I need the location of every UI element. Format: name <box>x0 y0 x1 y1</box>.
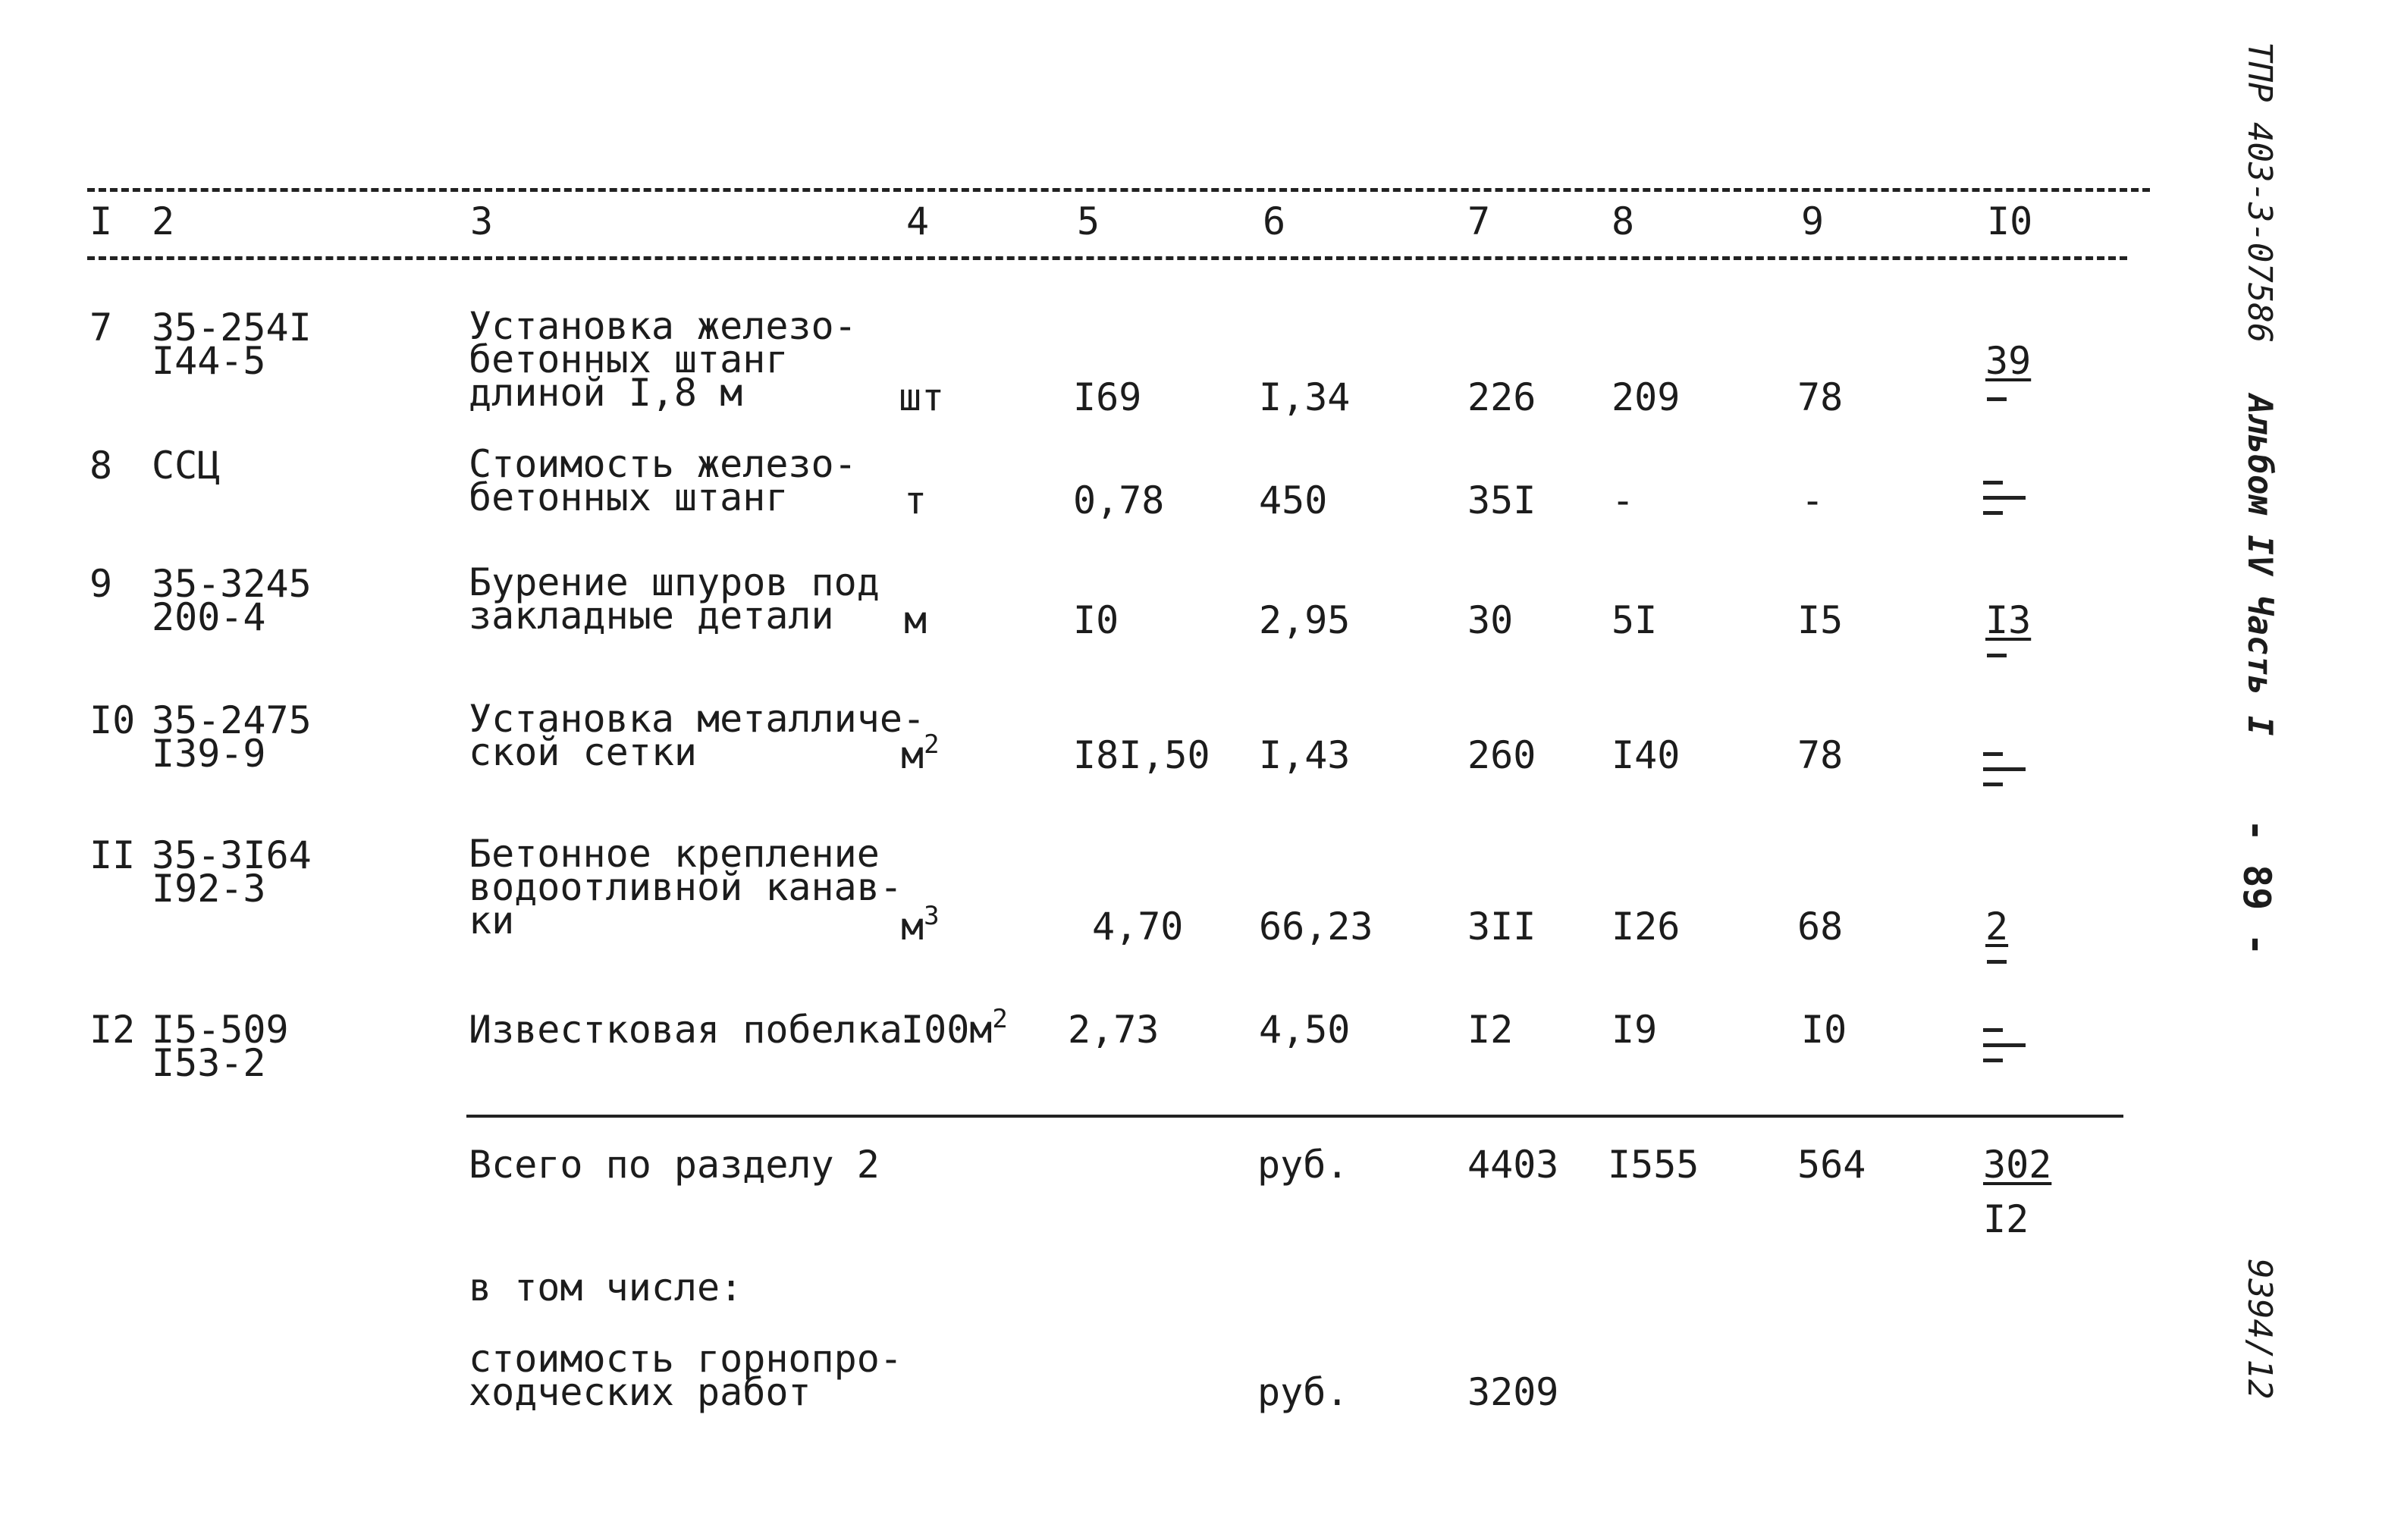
row-10-col9: 78 <box>1797 733 1844 777</box>
row-12-unit-sup: 2 <box>992 1004 1008 1034</box>
header-top-rule <box>87 188 2150 192</box>
row-7-code: 35-254I <box>152 306 312 350</box>
row-9-col10: I3 <box>1985 598 2032 642</box>
row-10-col8: I40 <box>1612 733 1681 777</box>
total-col7: 4403 <box>1467 1143 1559 1187</box>
row-10-unit-sup: 2 <box>924 729 940 760</box>
mining-col7: 3209 <box>1467 1370 1559 1414</box>
col-header-9: 9 <box>1801 199 1825 243</box>
row-7-description: Установка железо- бетонных штанг длиной I,8 м <box>469 304 857 415</box>
mining-label: стоимость горнопро- ходческих работ <box>469 1337 902 1414</box>
row-8-col8: - <box>1612 478 1635 522</box>
row-8-col6: 450 <box>1259 478 1328 522</box>
row-10-code-sub: I39-9 <box>152 732 266 776</box>
row-11-col9: 68 <box>1797 905 1844 949</box>
row-11-col5: 4,70 <box>1092 905 1184 949</box>
total-separator-rule <box>466 1115 2123 1118</box>
row-8-unit: т <box>904 478 927 522</box>
row-9-description: Бурение шпуров под закладные детали <box>469 560 880 638</box>
row-7-col7: 226 <box>1467 375 1536 419</box>
row-9-col9: I5 <box>1797 598 1844 642</box>
row-8-code: ССЦ <box>152 444 221 488</box>
row-7-col6: I,34 <box>1259 375 1351 419</box>
total-unit: руб. <box>1257 1143 1349 1187</box>
row-10-col7: 260 <box>1467 733 1536 777</box>
row-11-unit-base: м <box>901 905 924 949</box>
row-11-col8: I26 <box>1612 905 1681 949</box>
row-10-unit-base: м <box>901 733 924 777</box>
col-header-10: I0 <box>1987 199 2033 243</box>
row-11-col6: 66,23 <box>1259 905 1373 949</box>
row-10-code: 35-2475 <box>152 698 312 742</box>
row-7-col5: I69 <box>1073 375 1142 419</box>
total-col10-top: 302 <box>1983 1143 2052 1187</box>
row-7-col8: 209 <box>1612 375 1681 419</box>
row-8-col5: 0,78 <box>1073 478 1165 522</box>
row-9-code-sub: 200-4 <box>152 595 266 639</box>
col-header-8: 8 <box>1612 199 1635 243</box>
row-11-code: 35-3I64 <box>152 833 312 877</box>
row-8-number: 8 <box>89 444 113 488</box>
including-label: в том числе: <box>469 1266 743 1309</box>
col-header-7: 7 <box>1467 199 1491 243</box>
col-header-6: 6 <box>1263 199 1286 243</box>
row-7-dash-mark <box>1987 394 2032 440</box>
row-11-unit <box>901 901 940 949</box>
row-9-number: 9 <box>89 562 113 606</box>
row-12-unit-base: I00м <box>901 1008 993 1052</box>
row-9-col6: 2,95 <box>1259 598 1351 642</box>
row-10-number: I0 <box>89 698 136 742</box>
row-11-unit-sup: 3 <box>924 901 940 931</box>
row-12-code-sub: I53-2 <box>152 1041 266 1085</box>
col-header-3: 3 <box>470 199 494 243</box>
margin-sheet-number: 9394/12 <box>2240 1259 2279 1400</box>
total-label: Всего по разделу 2 <box>469 1143 880 1187</box>
row-7-code-sub: I44-5 <box>152 339 266 383</box>
row-7-col9: 78 <box>1797 375 1844 419</box>
row-8-col9: - <box>1801 478 1825 522</box>
row-10-unit <box>901 729 940 777</box>
row-9-col7: 30 <box>1467 598 1514 642</box>
total-col9: 564 <box>1797 1143 1866 1187</box>
mining-unit: руб. <box>1257 1370 1349 1414</box>
row-12-code: I5-509 <box>152 1008 289 1052</box>
row-12-blank-mark <box>1983 1025 2029 1071</box>
margin-doc-code: ТПР 403-3-07586 <box>2240 42 2279 343</box>
row-12-description: Известковая побелка <box>469 1008 902 1052</box>
total-col8: I555 <box>1608 1143 1699 1187</box>
header-bottom-rule <box>87 256 2127 260</box>
row-11-number: II <box>89 833 136 877</box>
row-12-col7: I2 <box>1467 1008 1514 1052</box>
row-10-col5: I8I,50 <box>1073 733 1210 777</box>
row-11-description: Бетонное крепление водоотливной канав- ки <box>469 832 902 943</box>
row-10-description: Установка металличе- ской сетки <box>469 697 926 774</box>
row-9-col8: 5I <box>1612 598 1658 642</box>
row-11-col7: 3II <box>1467 905 1536 949</box>
row-9-dash-mark <box>1987 651 2032 696</box>
row-10-col6: I,43 <box>1259 733 1351 777</box>
row-12-unit <box>901 1004 1008 1052</box>
row-12-col8: I9 <box>1612 1008 1658 1052</box>
margin-album: Альбом IV Часть I <box>2240 394 2279 736</box>
row-8-col7: 35I <box>1467 478 1536 522</box>
col-header-2: 2 <box>152 199 175 243</box>
col-header-1: I <box>89 199 113 243</box>
row-9-col5: I0 <box>1073 598 1119 642</box>
row-11-col10: 2 <box>1985 905 2009 949</box>
row-9-code: 35-3245 <box>152 562 312 606</box>
col-header-4: 4 <box>906 199 930 243</box>
row-9-unit: м <box>904 598 927 642</box>
row-11-dash-mark <box>1987 957 2032 1002</box>
row-8-description: Стоимость железо- бетонных штанг <box>469 442 857 519</box>
row-7-unit: шт <box>899 375 945 419</box>
col-header-5: 5 <box>1077 199 1100 243</box>
row-7-number: 7 <box>89 306 113 350</box>
row-10-blank-mark <box>1983 749 2029 795</box>
row-12-col5: 2,73 <box>1068 1008 1160 1052</box>
row-7-col10: 39 <box>1985 339 2032 383</box>
row-8-blank-mark <box>1983 478 2029 523</box>
row-12-col6: 4,50 <box>1259 1008 1351 1052</box>
row-12-number: I2 <box>89 1008 136 1052</box>
total-col10-bottom: I2 <box>1983 1197 2029 1241</box>
row-11-code-sub: I92-3 <box>152 867 266 911</box>
margin-page-number: - 89 - <box>2235 819 2279 956</box>
row-12-col9: I0 <box>1801 1008 1847 1052</box>
